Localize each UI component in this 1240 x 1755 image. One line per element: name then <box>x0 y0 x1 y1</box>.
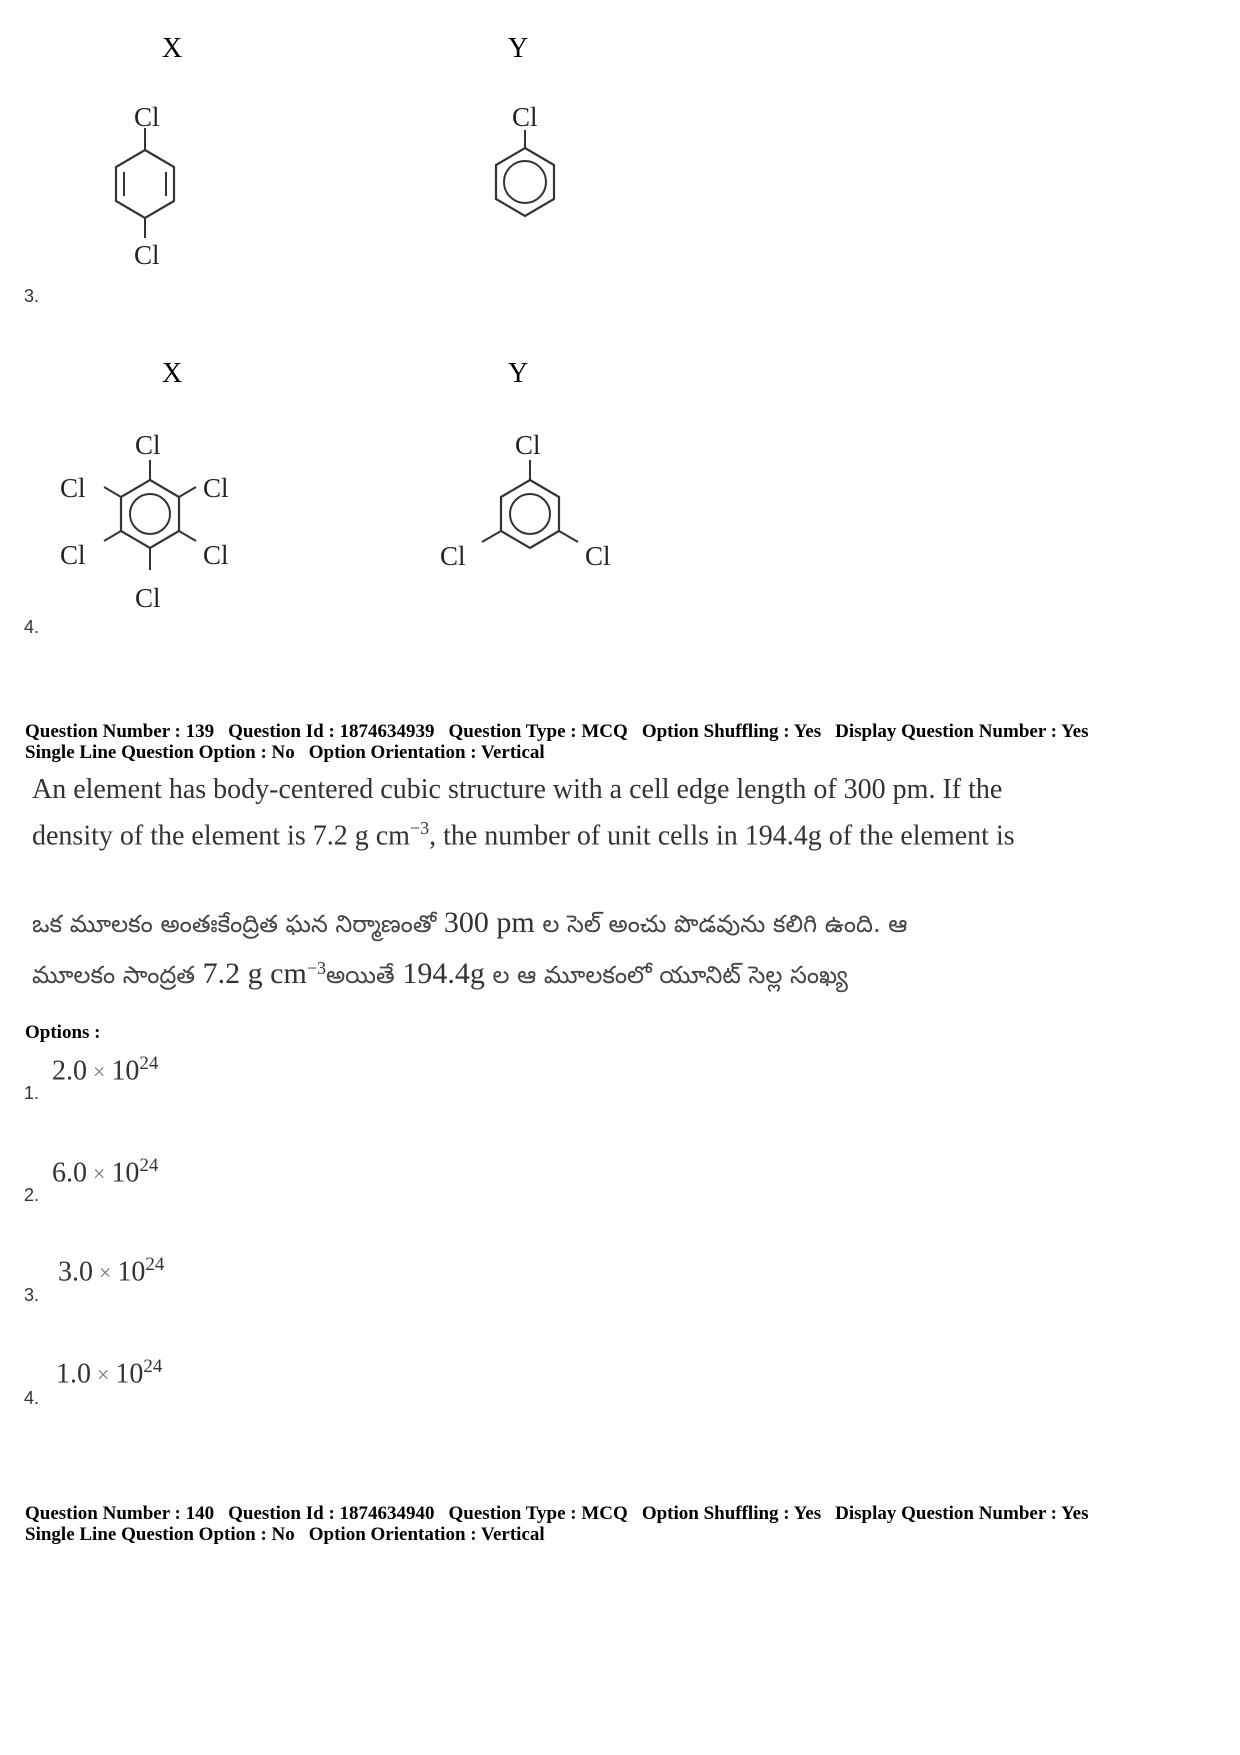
question-139-meta <box>25 721 1225 763</box>
hexa-cl-lower-left: Cl <box>60 540 86 570</box>
question-139-meta-line1 <box>25 721 1225 742</box>
option-4-x-label: X <box>162 358 183 389</box>
options-label: Options : <box>25 1022 101 1043</box>
option-4-mantissa: 1.0 <box>56 1358 91 1390</box>
option-orientation: Option Orientation : Vertical <box>308 1524 545 1545</box>
display-question-number: Display Question Number : Yes <box>835 1503 1089 1524</box>
option-1-base: 10 <box>111 1055 140 1087</box>
option-3-mantissa: 3.0 <box>58 1256 93 1288</box>
question-id: Question Id : 1874634939 <box>228 721 435 742</box>
question-140-meta-line1 <box>25 1503 1225 1524</box>
option-1-value[interactable] <box>52 1053 158 1087</box>
option-1-times: × <box>93 1059 106 1085</box>
telugu-line-2-a: మూలకం సాంద్రత <box>32 961 203 989</box>
structure-x-hexachlorobenzene <box>90 458 210 588</box>
structure-y-cl: Cl <box>512 102 538 132</box>
hexa-cl-bottom: Cl <box>135 583 161 613</box>
question-type: Question Type : MCQ <box>448 1503 628 1524</box>
single-line-question-option: Single Line Question Option : No <box>25 742 295 763</box>
option-2-number: 2. <box>24 1185 40 1205</box>
telugu-line-2-sup: −3 <box>306 958 326 978</box>
question-type: Question Type : MCQ <box>448 721 628 742</box>
option-3-base: 10 <box>117 1256 146 1288</box>
telugu-line-1-num: 300 pm <box>443 906 535 939</box>
question-139-meta-line2 <box>25 742 1225 763</box>
option-3-y-label: Y <box>508 33 529 64</box>
option-1-exp: 24 <box>139 1053 159 1074</box>
hexa-cl-upper-left: Cl <box>60 473 86 503</box>
hexa-cl-top: Cl <box>135 430 161 460</box>
telugu-line-2-b: అయితే <box>325 961 403 989</box>
option-3-value[interactable] <box>58 1254 164 1288</box>
english-line-2-b: , the number of unit cells in 194.4g of the element is <box>429 820 1015 852</box>
option-3-number-q139: 3. <box>24 1285 40 1305</box>
option-orientation: Option Orientation : Vertical <box>308 742 545 763</box>
hexa-cl-upper-right: Cl <box>203 473 229 503</box>
option-3-x-label: X <box>162 33 183 64</box>
option-1-mantissa: 2.0 <box>52 1055 87 1087</box>
option-4-times: × <box>97 1362 110 1388</box>
structure-x-cl-bottom: Cl <box>134 240 160 270</box>
telugu-line-2-c: ల ఆ మూలకంలో యూనిట్ సెల్ల సంఖ్య <box>484 961 848 989</box>
telugu-line-1 <box>32 906 907 944</box>
telugu-line-1-a: ఒక మూలకం అంతఃకేంద్రిత ఘన నిర్మాణంతో <box>32 910 444 938</box>
option-3-exp: 24 <box>145 1254 165 1275</box>
option-2-base: 10 <box>111 1157 140 1189</box>
option-2-mantissa: 6.0 <box>52 1157 87 1189</box>
english-line-2 <box>32 809 1212 855</box>
english-line-1: An element has body-centered cubic structure with a cell edge length of 300 pm. If the <box>32 774 1003 805</box>
option-3-times: × <box>99 1260 112 1286</box>
option-shuffling: Option Shuffling : Yes <box>641 721 822 742</box>
structure-y-benzene <box>490 130 560 240</box>
telugu-line-2-num: 7.2 g cm <box>202 957 307 990</box>
option-4-value[interactable] <box>56 1356 162 1390</box>
english-line-2-sup: −3 <box>409 818 430 838</box>
option-shuffling: Option Shuffling : Yes <box>641 1503 822 1524</box>
single-line-question-option: Single Line Question Option : No <box>25 1524 295 1545</box>
option-2-times: × <box>93 1161 106 1187</box>
option-1-number: 1. <box>24 1083 40 1103</box>
question-140-meta <box>25 1503 1225 1545</box>
option-4-number: 4. <box>24 617 40 637</box>
telugu-line-2 <box>32 957 848 995</box>
option-2-value[interactable] <box>52 1155 158 1189</box>
question-id: Question Id : 1874634940 <box>228 1503 435 1524</box>
question-139-english <box>32 770 1212 855</box>
question-number: Question Number : 139 <box>25 721 215 742</box>
option-2-exp: 24 <box>139 1155 159 1176</box>
structure-x-cyclohexadiene <box>100 128 190 258</box>
option-4-number-q139: 4. <box>24 1388 40 1408</box>
option-4-exp: 24 <box>143 1356 163 1377</box>
english-line-2-a: density of the element is 7.2 g cm <box>32 820 410 852</box>
tri-cl-right: Cl <box>585 541 611 571</box>
display-question-number: Display Question Number : Yes <box>835 721 1089 742</box>
telugu-line-2-num2: 194.4g <box>402 957 485 990</box>
tri-cl-top: Cl <box>515 430 541 460</box>
option-3-number: 3. <box>24 286 40 306</box>
hexa-cl-lower-right: Cl <box>203 540 229 570</box>
structure-y-trichlorobenzene <box>470 458 590 568</box>
structure-x-cl-top: Cl <box>134 102 160 132</box>
telugu-line-1-b: ల సెల్ అంచు పొడవును కలిగి ఉంది. ఆ <box>534 910 908 938</box>
option-4-base: 10 <box>115 1358 144 1390</box>
option-4-y-label: Y <box>508 358 529 389</box>
question-140-meta-line2 <box>25 1524 1225 1545</box>
tri-cl-left: Cl <box>440 541 466 571</box>
question-number: Question Number : 140 <box>25 1503 215 1524</box>
